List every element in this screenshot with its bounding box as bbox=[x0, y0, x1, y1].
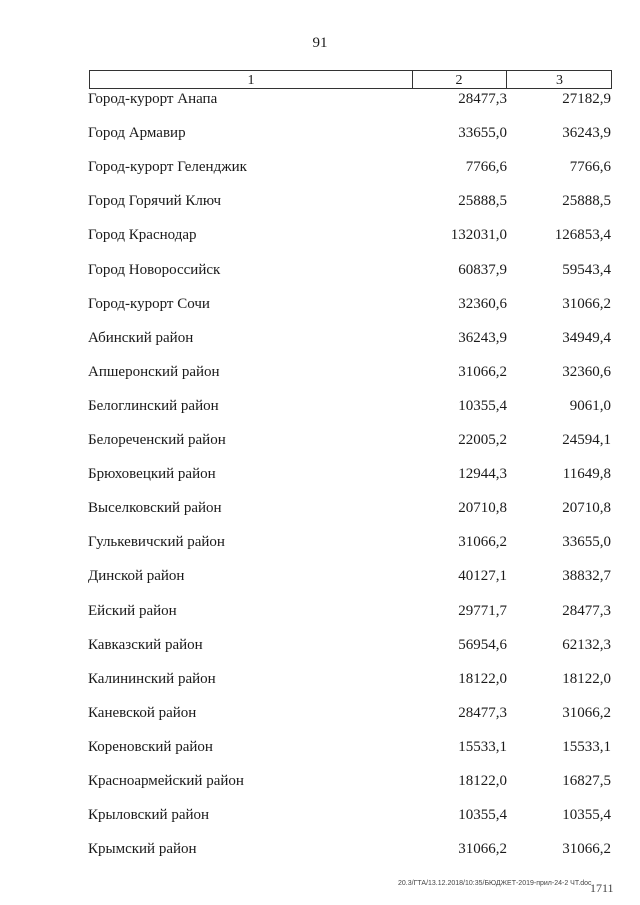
table-header bbox=[89, 70, 612, 89]
row-name: Апшеронский район bbox=[88, 363, 220, 380]
row-value-col3: 62132,3 bbox=[562, 636, 611, 653]
row-value-col3: 15533,1 bbox=[562, 738, 611, 755]
row-value-col3: 27182,9 bbox=[562, 91, 611, 107]
row-name: Калининский район bbox=[88, 670, 216, 687]
row-value-col2: 56954,6 bbox=[458, 636, 507, 653]
table-row bbox=[0, 429, 640, 451]
row-value-col3: 31066,2 bbox=[562, 704, 611, 721]
row-value-col3: 38832,7 bbox=[562, 568, 611, 585]
row-value-col3: 126853,4 bbox=[554, 227, 611, 244]
row-value-col3: 31066,2 bbox=[562, 841, 611, 858]
row-value-col3: 59543,4 bbox=[562, 261, 611, 278]
table-row bbox=[0, 531, 640, 553]
table-row bbox=[0, 156, 640, 178]
row-value-col2: 132031,0 bbox=[450, 227, 507, 244]
row-name: Брюховецкий район bbox=[88, 466, 216, 483]
header-col-1: 1 bbox=[90, 71, 413, 88]
table-row bbox=[0, 224, 640, 246]
row-value-col3: 25888,5 bbox=[562, 193, 611, 210]
table-row bbox=[0, 634, 640, 656]
row-name: Абинский район bbox=[88, 329, 194, 346]
row-name: Белоглинский район bbox=[88, 397, 219, 414]
row-value-col2: 60837,9 bbox=[458, 261, 507, 278]
row-name: Город Новороссийск bbox=[88, 261, 221, 278]
row-value-col3: 28477,3 bbox=[562, 602, 611, 619]
table-row bbox=[0, 736, 640, 758]
row-name: Красноармейский район bbox=[88, 773, 244, 789]
row-value-col2: 32360,6 bbox=[458, 295, 507, 312]
row-value-col2: 28477,3 bbox=[458, 704, 507, 721]
table-row bbox=[0, 600, 640, 622]
row-name: Город Армавир bbox=[88, 125, 186, 142]
table-row bbox=[0, 463, 640, 485]
table-row bbox=[0, 838, 640, 860]
row-name: Город Горячий Ключ bbox=[88, 193, 222, 210]
row-value-col3: 9061,0 bbox=[569, 397, 611, 414]
table-row bbox=[0, 668, 640, 690]
row-value-col2: 12944,3 bbox=[458, 466, 507, 483]
row-name: Гулькевичский район bbox=[88, 534, 225, 551]
row-value-col2: 10355,4 bbox=[458, 807, 507, 824]
row-name: Кавказский район bbox=[88, 636, 203, 653]
table-row bbox=[0, 804, 640, 826]
row-value-col3: 11649,8 bbox=[562, 466, 611, 483]
row-value-col2: 33655,0 bbox=[458, 125, 507, 142]
row-name: Белореченский район bbox=[88, 432, 226, 448]
row-name: Город-курорт Сочи bbox=[88, 295, 210, 312]
row-value-col3: 18122,0 bbox=[562, 670, 611, 687]
table-row bbox=[0, 190, 640, 212]
row-value-col3: 31066,2 bbox=[562, 295, 611, 312]
row-value-col3: 33655,0 bbox=[562, 534, 611, 551]
footer-path: 20.3/ГТА/13.12.2018/10:35/БЮДЖЕТ-2019-прил-24-2 ЧТ.doc bbox=[398, 880, 592, 887]
row-value-col2: 31066,2 bbox=[458, 363, 507, 380]
table-row bbox=[0, 770, 640, 792]
table-row bbox=[0, 88, 640, 110]
row-value-col2: 31066,2 bbox=[458, 841, 507, 858]
row-value-col2: 10355,4 bbox=[458, 397, 507, 414]
table-row bbox=[0, 293, 640, 315]
header-col-2: 2 bbox=[412, 71, 507, 88]
row-value-col2: 29771,7 bbox=[458, 602, 507, 619]
row-name: Ейский район bbox=[88, 602, 177, 619]
row-value-col2: 25888,5 bbox=[458, 193, 507, 210]
row-name: Крыловский район bbox=[88, 807, 210, 824]
row-name: Динской район bbox=[88, 568, 185, 585]
row-value-col2: 36243,9 bbox=[458, 329, 507, 346]
row-value-col3: 16827,5 bbox=[562, 773, 611, 789]
footer-mark: 1711 bbox=[590, 881, 614, 895]
row-value-col2: 18122,0 bbox=[458, 773, 507, 789]
row-name: Город Краснодар bbox=[88, 227, 197, 244]
table-row bbox=[0, 395, 640, 417]
row-value-col2: 31066,2 bbox=[458, 534, 507, 551]
table-row bbox=[0, 327, 640, 349]
row-value-col2: 40127,1 bbox=[458, 568, 507, 585]
row-value-col3: 20710,8 bbox=[562, 500, 611, 517]
row-name: Каневской район bbox=[88, 704, 197, 721]
row-value-col3: 24594,1 bbox=[562, 432, 611, 448]
row-name: Выселковский район bbox=[88, 500, 222, 517]
page-number: 91 bbox=[312, 35, 328, 51]
row-value-col2: 18122,0 bbox=[458, 670, 507, 687]
table-row bbox=[0, 259, 640, 281]
row-value-col2: 15533,1 bbox=[458, 738, 507, 755]
table-row bbox=[0, 565, 640, 587]
row-name: Крымский район bbox=[88, 841, 197, 858]
row-value-col3: 7766,6 bbox=[569, 159, 611, 176]
row-value-col3: 10355,4 bbox=[562, 807, 611, 824]
row-value-col2: 20710,8 bbox=[458, 500, 507, 517]
row-value-col3: 36243,9 bbox=[562, 125, 611, 142]
table-row bbox=[0, 361, 640, 383]
row-value-col2: 28477,3 bbox=[458, 91, 507, 107]
header-col-3: 3 bbox=[556, 73, 563, 88]
table-row bbox=[0, 497, 640, 519]
table-row bbox=[0, 702, 640, 724]
row-name: Кореновский район bbox=[88, 738, 213, 755]
row-name: Город-курорт Анапа bbox=[88, 91, 218, 107]
row-value-col3: 32360,6 bbox=[562, 363, 611, 380]
row-value-col2: 7766,6 bbox=[465, 159, 507, 176]
row-value-col3: 34949,4 bbox=[562, 329, 611, 346]
table-row bbox=[0, 122, 640, 144]
row-value-col2: 22005,2 bbox=[458, 432, 507, 448]
row-name: Город-курорт Геленджик bbox=[88, 159, 247, 176]
